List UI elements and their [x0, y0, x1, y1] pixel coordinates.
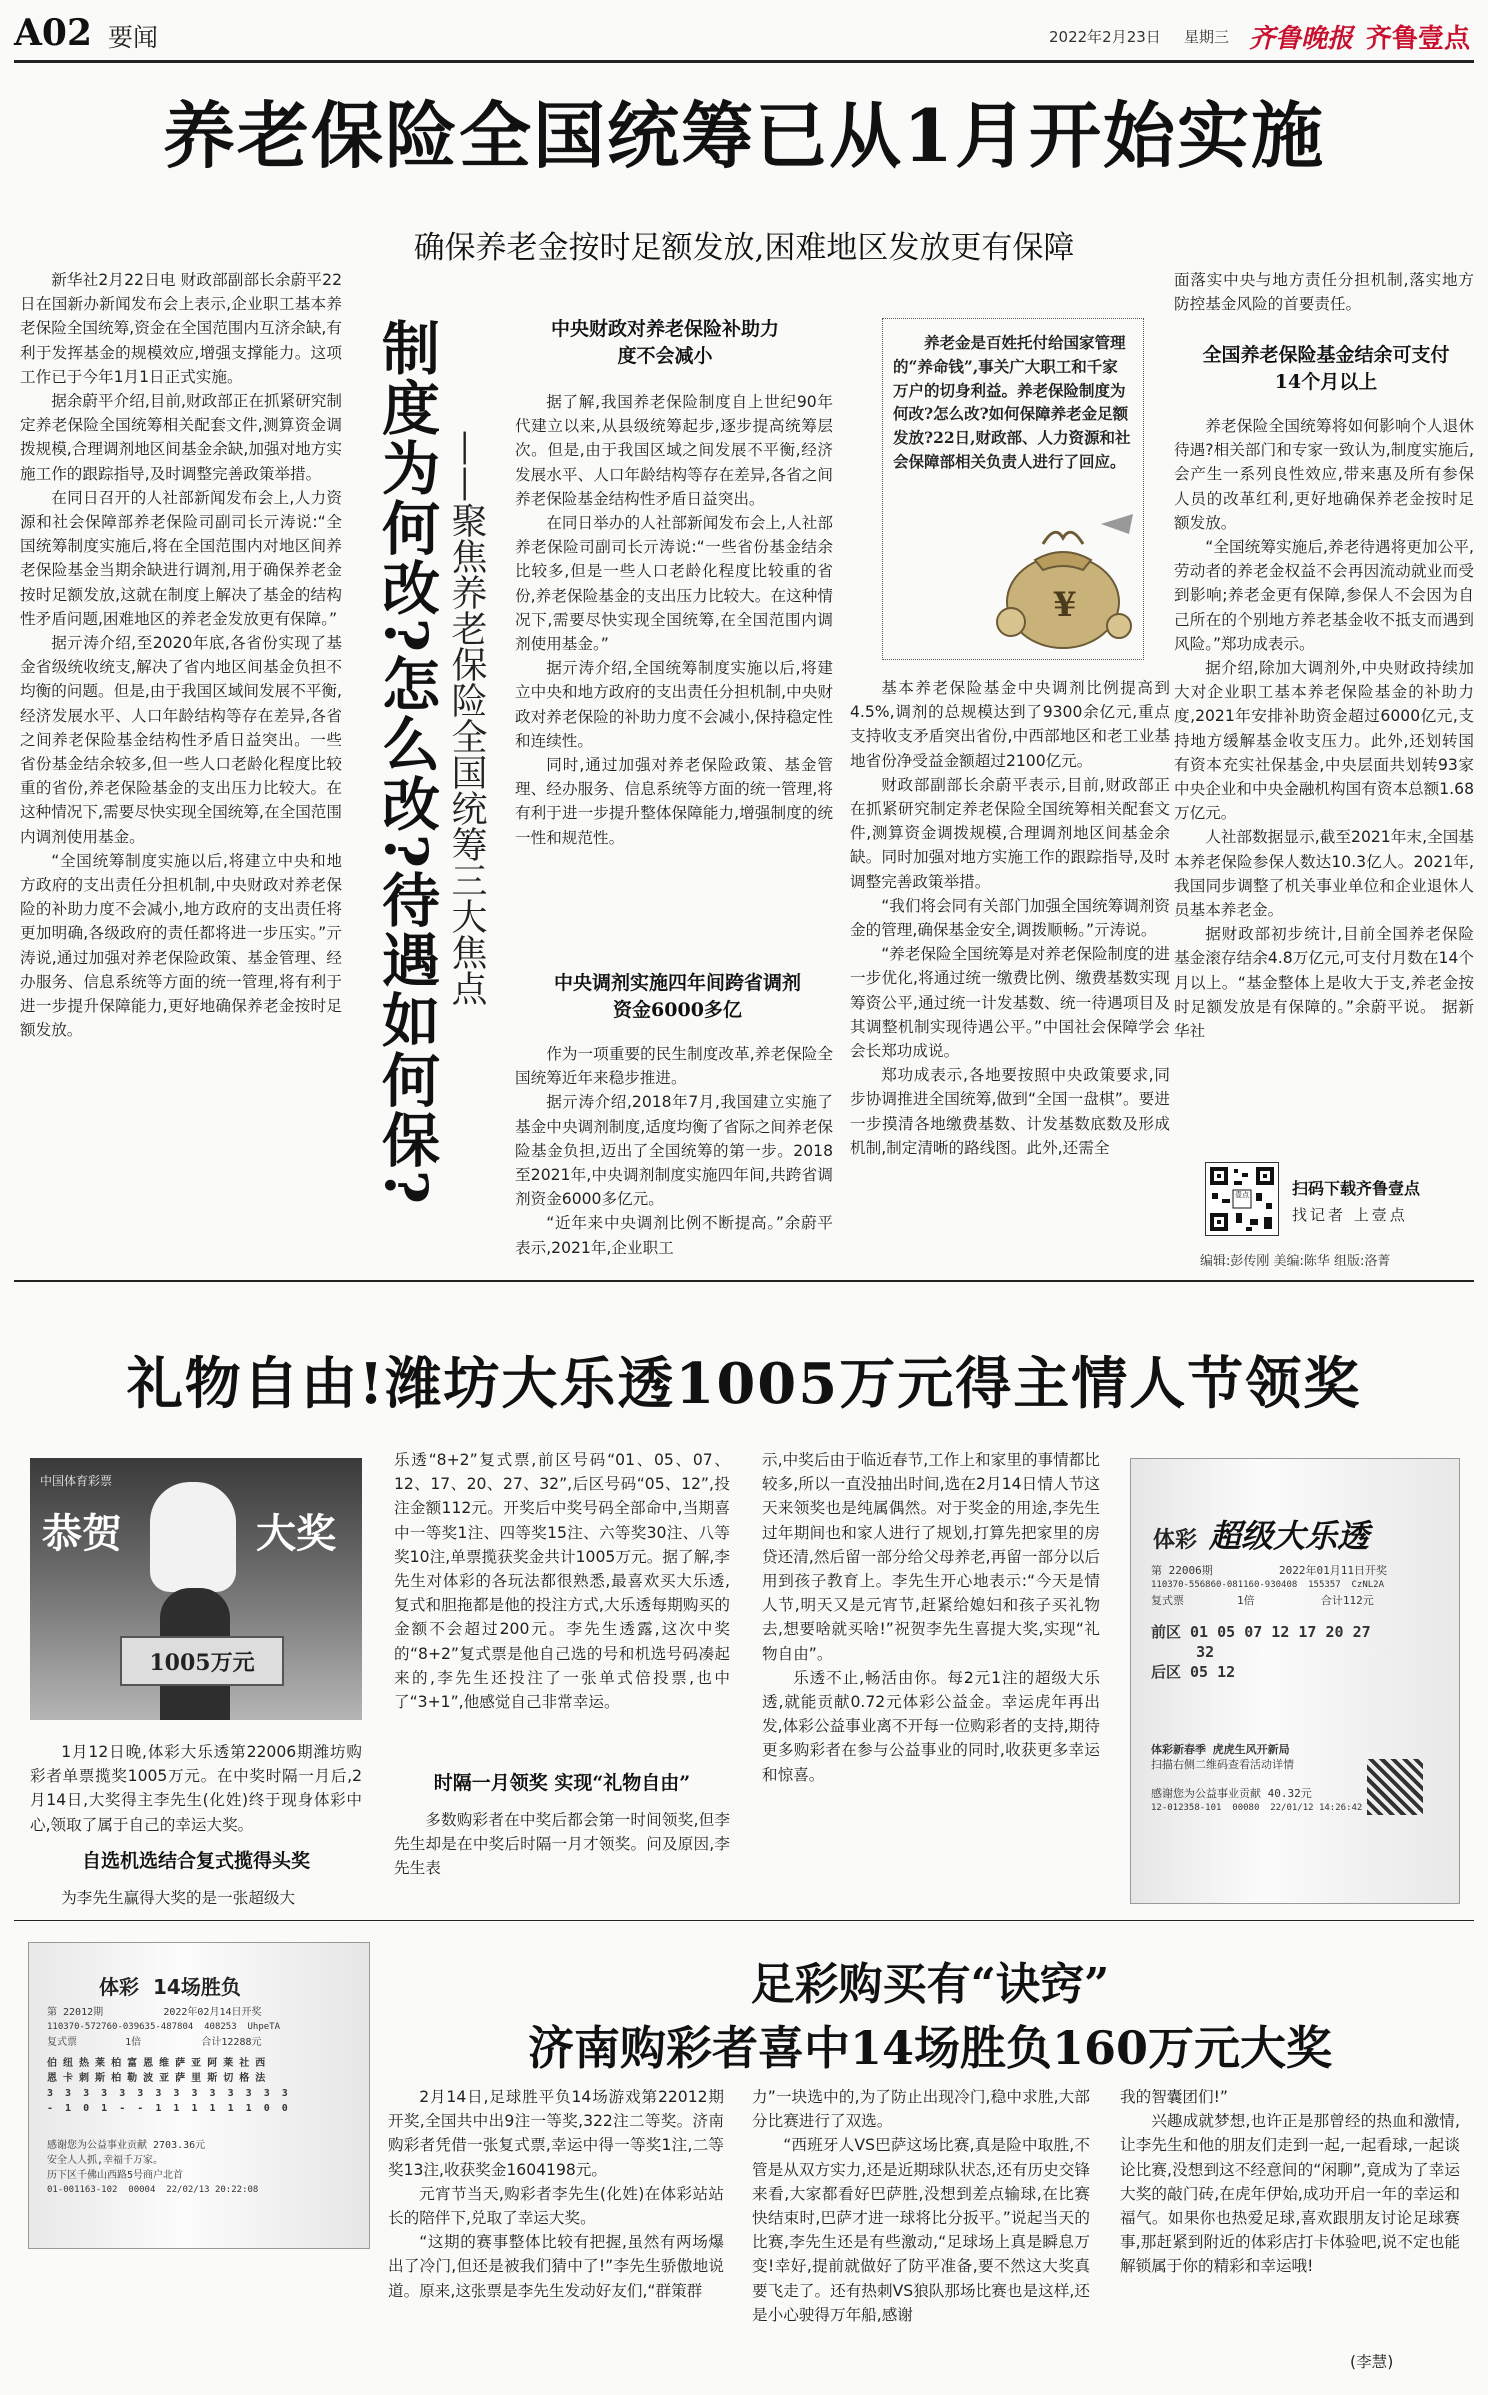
top-subheadline: 确保养老金按时足额发放,困难地区发放更有保障	[413, 230, 1075, 266]
paragraph: 据余蔚平介绍,目前,财政部正在抓紧研究制定养老保险全国统筹相关配套文件,测算资金调拨规模,合理调剂地区间基金余缺,加强对地方实施工作的跟踪指导,及时调整完善政策举措。	[20, 392, 342, 483]
paragraph: 据介绍,除加大调剂外,中央财政持续加大对企业职工基本养老保险基金的补助力度,2021年安排补助资金超过6000亿元,支持地方缓解基金收支压力。此外,还划转国有资本充实社保基金,中央层面共划转93家中央企业和中央金融机构国有资本总额1.68万亿元。	[1174, 659, 1474, 823]
story2-subhead-2: 时隔一月领奖 实现“礼物自由”	[433, 1772, 691, 1794]
paragraph: 基本养老保险基金中央调剂比例提高到4.5%,调剂的总规模达到了9300余亿元,重点支持收支矛盾突出省份,中西部地区和老工业基地省份净受益金额超过2100亿元。	[850, 679, 1170, 770]
ticket-game-title: 14场胜负	[153, 1975, 241, 1999]
paragraph: 养老保险全国统筹将如何影响个人退休待遇?相关部门和专家一致认为,制度实施后,会产生一系列良性效应,带来惠及所有参保人员的改革红利,更好地确保养老金按时足额发放。	[1174, 417, 1474, 532]
ticket-qr	[1367, 1759, 1423, 1815]
editor-credits: 编辑:彭传刚 美编:陈华 组版:洛菁	[1200, 1254, 1391, 1269]
paragraph: “西班牙人VS巴萨这场比赛,真是险中取胜,不管是从双方实力,还是近期球队状态,还有历史交锋来看,大家都看好巴萨胜,没想到差点输球,在比赛快结束时,巴萨才进一球将比分扳平。”说起当天的比赛,李先生还是有些激动,“足球场上真是瞬息万变!幸好,提前就做好了防平准备,要不然这大奖真要飞走了。还有热刺VS狼队那场比赛也是这样,还是小心驶得万年船,感谢	[752, 2136, 1090, 2324]
story2-col-3	[762, 1448, 1100, 1787]
masthead	[14, 10, 1474, 64]
paragraph: 我的智囊团们!”	[1120, 2088, 1228, 2106]
ticket-promo: 体彩新春季 虎虎生风开新局	[1151, 1743, 1290, 1756]
paragraph: 在同日召开的人社部新闻发布会上,人力资源和社会保障部养老保险司副司长亓涛说:“全国统筹制度实施后,将在全国范围内对地区间养老保险基金当期余缺进行调剂,用于确保养老金按时足额发放,这就在制度上解决了基金的结构性矛盾问题,困难地区的养老金发放更有保障。”	[20, 488, 342, 628]
paragraph: 面落实中央与地方责任分担机制,落实地方防控基金风险的首要责任。	[1174, 271, 1474, 314]
col3-subhead-2: 中央调剂实施四年间跨省调剂资金6000多亿	[553, 972, 801, 1021]
col3-subhead: 中央财政对养老保险补助力度不会减小	[550, 318, 779, 367]
lottery-ticket-dlt	[1130, 1458, 1460, 1904]
qr-code[interactable]	[1205, 1162, 1279, 1236]
issue-weekday: 星期三	[1184, 28, 1230, 46]
story3-headline-2: 济南购彩者喜中14场胜负160万元大奖	[527, 2021, 1333, 2075]
masthead-rule	[14, 60, 1474, 63]
paragraph: 同时,通过加强对养老保险政策、基金管理、经办服务、信息系统等方面的统一管理,将有利于进一步提升整体保障能力,增强制度的统一性和规范性。	[515, 756, 833, 847]
paragraph: 乐透不止,畅活由你。每2元1注的超级大乐透,就能贡献0.72元体彩公益金。幸运虎年再出发,体彩公益事业离不开每一位购彩者的支持,期待更多购彩者在参与公益事业的同时,收获更多幸运和惊喜。	[762, 1668, 1100, 1784]
paragraph: 据亓涛介绍,全国统筹制度实施以后,将建立中央和地方政府的支出责任分担机制,中央财政对养老保险的补助力度不会减小,保持稳定性和连续性。	[515, 659, 833, 750]
story3-byline: (李慧)	[1350, 2353, 1394, 2371]
ticket-picks: 3 3 3 3 3 3 3 3 3 3 3 3 3 3	[47, 2088, 288, 2099]
story3-col-2	[752, 2085, 1090, 2327]
svg-text:¥: ¥	[1053, 585, 1077, 625]
paragraph: 示,中奖后由于临近春节,工作上和家里的事情都比较多,所以一直没抽出时间,选在2月14日情人节这天来领奖也是纯属偶然。对于奖金的用途,李先生过年期间也和家人进行了规划,打算先把家里的房贷还清,然后留一部分给父母养老,再留一部分以后用到孩子教育上。李先生开心地表示:“今天是情人节,明天又是元宵节,赶紧给媳妇和孩子买礼物去,想要啥就买啥!”祝贺李先生喜提大奖,实现“礼物自由”。	[762, 1451, 1100, 1663]
col5-subhead: 全国养老保险基金结余可支付14个月以上	[1202, 344, 1450, 393]
paragraph: 据财政部初步统计,目前全国养老保险基金滚存结余4.8万亿元,可支付月数在14个月以上。“基金整体上是收大于支,养老金按时足额发放是有保障的。”余蔚平说。 据新华社	[1174, 925, 1474, 1041]
paragraph: “全国统筹实施后,养老待遇将更加公平,劳动者的养老金权益不会再因流动就业而受到影响;养老金更有保障,参保人不会因为自己所在的个别地方养老基金收不抵支而遇到风险。”郑功成表示。	[1174, 538, 1474, 653]
paragraph: “养老保险全国统筹是对养老保险制度的进一步优化,将通过统一缴费比例、缴费基数实现筹资公平,通过统一计发基数、统一待遇项目及其调整机制实现待遇公平。”中国社会保障学会会长郑功成说。	[850, 945, 1170, 1061]
ticket-promo-sub: 扫描右侧二维码查看活动详情	[1151, 1758, 1294, 1771]
money-bag-illustration	[983, 504, 1141, 654]
top-col-3	[515, 390, 833, 850]
intro-box-text: 养老金是百姓托付给国家管理的“养命钱”,事关广大职工和千家万户的切身利益。养老保险制度为何改?怎么改?如何保障养老金足额发放?22日,财政部、人力资源和社会保障部相关负责人进行了回应。	[893, 333, 1131, 471]
qr-label: 扫码下载齐鲁壹点	[1292, 1179, 1421, 1198]
photo-banner-right: 大奖	[256, 1510, 336, 1557]
qr-sublabel: 找记者 上壹点	[1292, 1206, 1408, 1224]
paragraph: 乐透“8+2”复式票,前区号码“01、05、07、12、17、20、27、32”,后区号码“05、12”,投注金额112元。开奖后中奖号码全部命中,当期喜中一等奖1注、四等奖15注、六等奖30注、八等奖10注,单票揽获奖金共计1005万元。据了解,李先生对体彩的各玩法都很熟悉,最喜欢买大乐透,复式和胆拖都是他的投注方式,大乐透每期购买的金额不会超过200元。李先生透露,这次中奖的“8+2”复式票是他自己选的号和机选号码凑起来的,李先生还投注了一张单式倍投票,也中了“3+1”,他感觉自己非常幸运。	[394, 1451, 730, 1712]
section-rule-2	[14, 1920, 1474, 1921]
story2-col-1b	[30, 1886, 362, 1910]
section-name: 要闻	[108, 23, 159, 52]
vertical-title	[365, 318, 443, 1258]
ticket-numbers: 前区 01 05 07 12 17 20 27	[1151, 1623, 1371, 1641]
top-col-5-top	[1174, 268, 1474, 316]
ticket-picks: - 1 0 1 - - 1 1 1 1 1 1 0 0	[47, 2103, 288, 2114]
paragraph: 人社部数据显示,截至2021年末,全国基本养老保险参保人数达10.3亿人。2021年,我国同步调整了机关事业单位和企业退休人员基本养老金。	[1174, 828, 1474, 920]
ticket-line: 第 22012期 2022年02月14日开奖	[47, 2007, 262, 2018]
winner-photo	[30, 1458, 362, 1720]
section-rule-1	[14, 1280, 1474, 1282]
mascot-figure	[150, 1482, 236, 1592]
qr-center-tag: 壹点	[1235, 1191, 1249, 1199]
issue-date: 2022年2月23日	[1049, 28, 1161, 46]
story3-col-1	[388, 2085, 724, 2303]
top-col-5	[1174, 414, 1474, 1043]
photo-banner-top: 中国体育彩票	[40, 1474, 113, 1488]
story2-col-2b	[394, 1808, 730, 1881]
ticket-teams: 恩 卡 刺 斯 柏 勒 波 亚 萨 里 斯 切 格 法	[47, 2073, 266, 2084]
paragraph: “近年来中央调剂比例不断提高。”余蔚平表示,2021年,企业职工	[515, 1214, 833, 1257]
paragraph: “这期的赛事整体比较有把握,虽然有两场爆出了冷门,但还是被我们猜中了!”李先生骄傲地说道。原来,这张票是李先生发动好友们,“群策群	[388, 2233, 724, 2300]
vertical-title-part: 怎么改?	[372, 653, 440, 870]
intro-box	[882, 318, 1144, 660]
story2-headline: 礼物自由!潍坊大乐透1005万元得主情人节领奖	[126, 1351, 1362, 1417]
ticket-game-title: 超级大乐透	[1209, 1517, 1370, 1555]
paragraph: 元宵节当天,购彩者李先生(化姓)在体彩站站长的陪伴下,兑取了幸运大奖。	[388, 2184, 724, 2228]
top-col-4	[850, 676, 1170, 1160]
paragraph: 在同日举办的人社部新闻发布会上,人社部养老保险司副司长亓涛说:“一些省份基金结余比较多,但是一些人口老龄化程度比较重的省份,养老保险基金的支出压力比较大。在这种情况下,需要尽快实现全国统筹,在全国范围内调剂使用基金。”	[515, 514, 833, 654]
vertical-subtitle	[440, 430, 490, 1130]
paragraph: “我们将会同有关部门加强全国统筹调剂资金的管理,确保基金安全,调拨顺畅。”亓涛说。	[850, 896, 1170, 940]
ticket-line: 历下区千佛山西路5号商户北首	[47, 2170, 184, 2181]
ticket-line: 12-012358-101 00080 22/01/12 14:26:42	[1151, 1803, 1363, 1813]
photo-banner-left: 恭贺	[42, 1510, 122, 1557]
ticket-numbers: 后区 05 12	[1151, 1663, 1236, 1681]
paper-logo: 齐鲁晚报	[1249, 24, 1354, 54]
story2-subhead-1: 自选机选结合复式揽得头奖	[81, 1850, 310, 1872]
paragraph: 为李先生赢得大奖的是一张超级大	[61, 1889, 296, 1907]
ticket-line: 110370-572760-039635-487804 408253 UhpeTA	[47, 2022, 280, 2032]
vertical-subtitle-text: 聚焦养老保险全国统筹三大焦点	[446, 502, 487, 1006]
prize-board-amount: 1005万元	[149, 1650, 255, 1676]
ticket-body	[47, 2005, 343, 2198]
paragraph: 1月12日晚,体彩大乐透第22006期潍坊购彩者单票揽奖1005万元。在中奖时隔一月后,2月14日,大奖得主李先生(化姓)终于现身体彩中心,领取了属于自己的幸运大奖。	[30, 1743, 362, 1834]
ticket-brand: 体彩	[1153, 1528, 1198, 1553]
paragraph: 力”一块选中的,为了防止出现冷门,稳中求胜,大部分比赛进行了双选。	[752, 2088, 1090, 2131]
ticket-brand: 体彩	[99, 1975, 139, 1999]
paragraph: 据亓涛介绍,2018年7月,我国建立实施了基金中央调剂制度,适度均衡了省际之间养老保险基金负担,迈出了全国统筹的第一步。2018至2021年,中央调剂制度实施四年间,共跨省调剂资金6000多亿元。	[515, 1093, 833, 1209]
ticket-line: 110370-556860-081160-930408 155357 CzNL2A	[1151, 1580, 1384, 1590]
vertical-title-part: 制度为何改?	[372, 318, 440, 654]
story2-col-2	[394, 1448, 730, 1714]
ticket-line: 安全人人抓,幸福千万家。	[47, 2155, 164, 2166]
paragraph: 兴趣成就梦想,也许正是那曾经的热血和激情,让李先生和他的朋友们走到一起,一起看球,一起谈论比赛,没想到这不经意间的“闲聊”,竟成为了幸运大奖的敲门砖,在虎年伊始,成功开启一年的幸运和福气。如果你也热爱足球,喜欢跟朋友讨论足球赛事,那赶紧到附近的体彩店打卡体验吧,说不定也能解锁属于你的精彩和幸运哦!	[1120, 2112, 1460, 2276]
vertical-title-part: 待遇如何保?	[372, 869, 440, 1206]
paragraph: 2月14日,足球胜平负14场游戏第22012期开奖,全国共中出9注一等奖,322注二等奖。济南购彩者凭借一张复式票,幸运中得一等奖1注,二等奖13注,收获奖金1604198元。	[388, 2088, 724, 2179]
story3-col-3	[1120, 2085, 1460, 2279]
ticket-line: 复式票 1倍 合计112元	[1151, 1594, 1374, 1607]
top-col-3b	[515, 1042, 833, 1260]
prize-board	[120, 1636, 284, 1686]
paragraph: “全国统筹制度实施以后,将建立中央和地方政府的支出责任分担机制,中央财政对养老保险的补助力度不会减小,地方政府的支出责任将更加明确,各级政府的责任都将进一步压实。”亓涛说,通过加强对养老保险政策、基金管理、经办服务、信息系统等方面的统一管理,将有利于进一步提升保障能力,更好地确保养老金按时足额发放。	[20, 851, 342, 1040]
top-col-1	[20, 268, 342, 1043]
paragraph: 新华社2月22日电 财政部副部长余蔚平22日在国新办新闻发布会上表示,企业职工基本养老保险全国统筹,资金在全国范围内互济余缺,有利于发挥基金的规模效应,增强支撑能力。这项工作已于今年1月1日正式实施。	[20, 271, 342, 386]
paragraph: 郑功成表示,各地要按照中央政策要求,同步协调推进全国统筹,做到“全国一盘棋”。要进一步摸清各地缴费基数、计发基数底数及形成机制,制定清晰的路线图。此外,还需全	[850, 1066, 1170, 1157]
paragraph: 财政部副部长余蔚平表示,目前,财政部正在抓紧研究制定养老保险全国统筹相关配套文件,测算资金调拨规模,合理调剂地区间基金余缺。同时加强对地方实施工作的跟踪指导,及时调整完善政策举措。	[850, 775, 1170, 891]
ticket-line: 第 22006期 2022年01月11日开奖	[1151, 1564, 1387, 1577]
story3-headline-1: 足彩购买有“诀窍”	[750, 1959, 1110, 2010]
paragraph: 据了解,我国养老保险制度自上世纪90年代建立以来,从县级统筹起步,逐步提高统筹层次。但是,由于我国区域之间发展不平衡,经济发展水平、人口年龄结构等存在差异,各省之间养老保险基金结构性矛盾日益突出。	[515, 393, 833, 508]
app-logo: 齐鲁壹点	[1366, 24, 1471, 54]
vertical-dash: ——	[446, 430, 487, 502]
top-headline: 养老保险全国统筹已从1月开始实施	[162, 93, 1326, 178]
ticket-line: 复式票 1倍 合计12288元	[47, 2037, 262, 2048]
ticket-line: 感谢您为公益事业贡献 40.32元	[1151, 1787, 1312, 1800]
page-number: A02	[14, 12, 93, 54]
lottery-ticket-14	[28, 1942, 370, 2249]
paragraph: 据亓涛介绍,至2020年底,各省份实现了基金省级统收统支,解决了省内地区间基金负担不均衡的问题。但是,由于我国区域间发展不平衡,经济发展水平、人口年龄结构等存在差异,各省之间养老保险基金结构性矛盾日益突出。一些省份基金结余较多,但一些人口老龄化程度比较重的省份,养老保险基金的支出压力比较大。在这种情况下,需要尽快实现全国统筹,在全国范围内调剂使用基金。	[20, 634, 342, 846]
ticket-teams: 伯 纽 热 莱 柏 富 恩 维 萨 亚 阿 莱 社 西	[47, 2058, 266, 2069]
ticket-line: 感谢您为公益事业贡献 2703.36元	[47, 2140, 206, 2151]
ticket-numbers: 32	[1151, 1643, 1215, 1661]
paragraph: 多数购彩者在中奖后都会第一时间领奖,但李先生却是在中奖后时隔一月才领奖。问及原因,李先生表	[394, 1811, 730, 1878]
story2-col-1	[30, 1740, 362, 1837]
paragraph: 作为一项重要的民生制度改革,养老保险全国统筹近年来稳步推进。	[515, 1045, 833, 1088]
ticket-line: 01-001163-102 00004 22/02/13 20:22:08	[47, 2185, 259, 2195]
